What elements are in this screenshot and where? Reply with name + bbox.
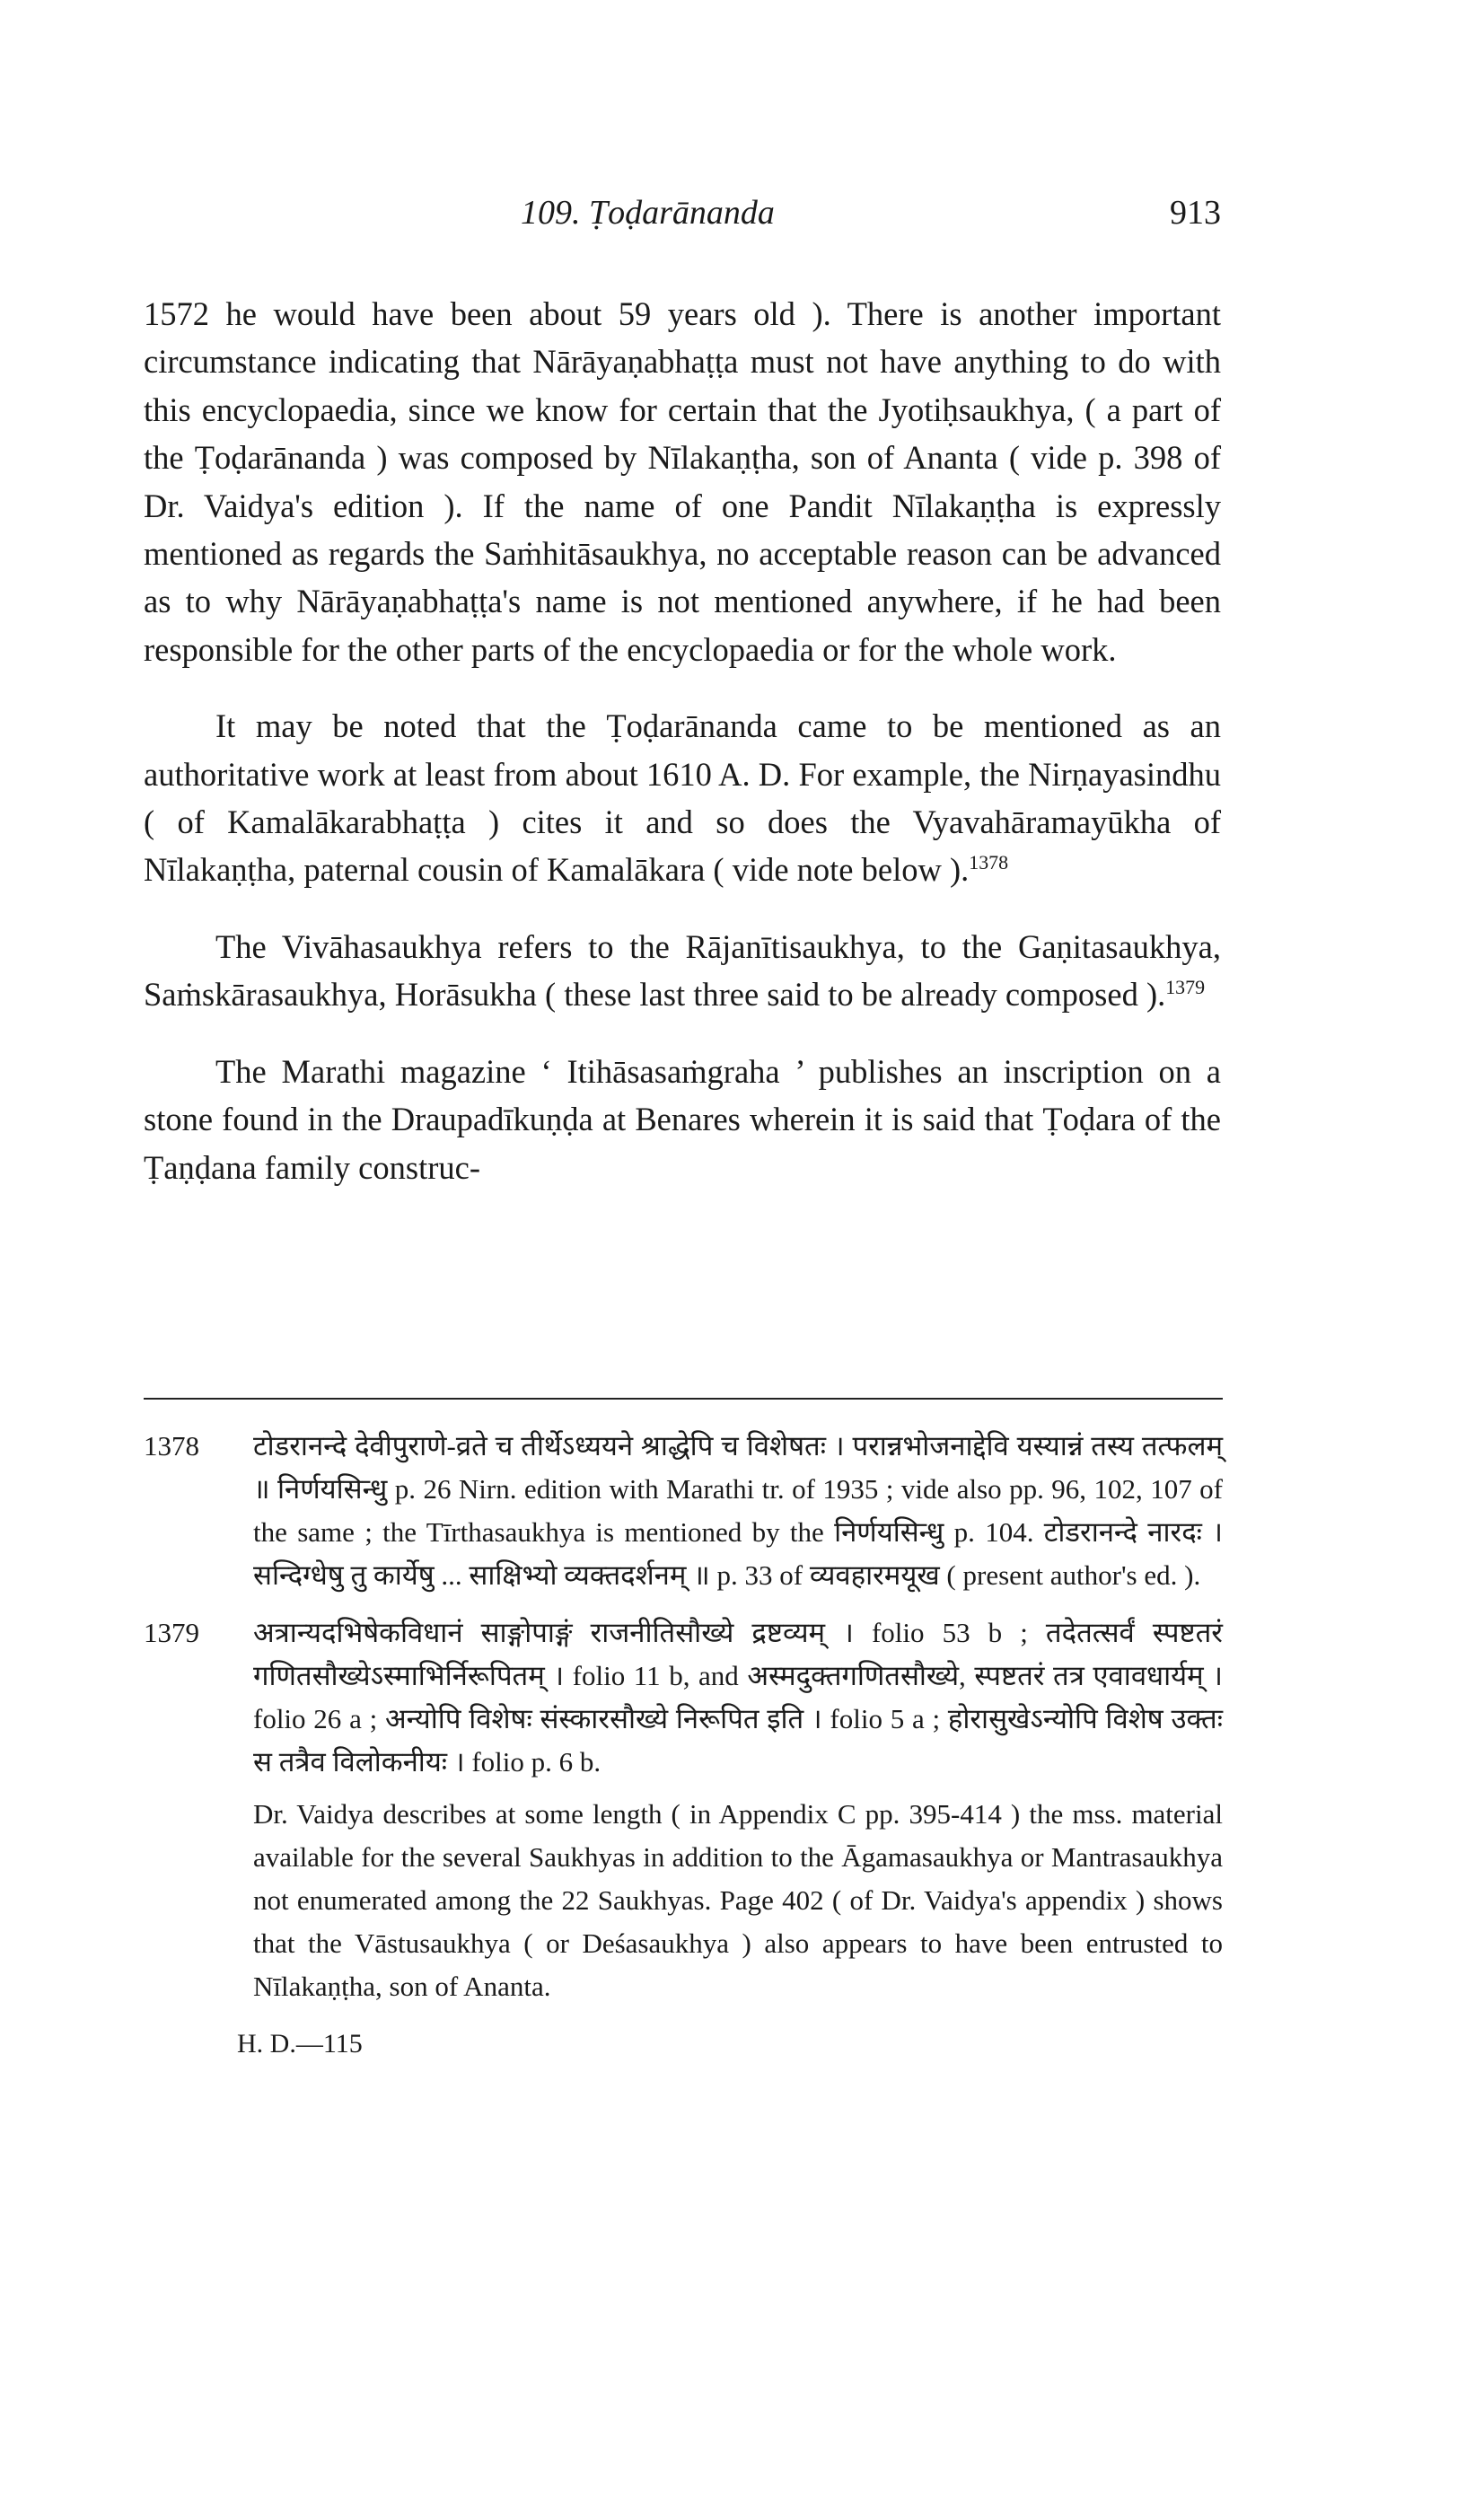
paragraph: [144, 1048, 1221, 1191]
paragraph-text: 1572 he would have been about 59 years old ). There is another important circumstance indicating that Nārāyaṇabhaṭṭa must not have anything to do with this encyclopaedia, since we know for certain that the Jyotiḥsaukhya, ( a part of the Ṭoḍarānanda ) was composed by Nīlakaṇṭha, son of Ananta ( vide p. 398 of Dr. Vaidya's edition ). If the name of one Pandit Nīlakaṇṭha is expressly mentioned as regards the Saṁhitāsaukhya, no acceptable reason can be advanced as to why Nārāyaṇabhaṭṭa's name is not mentioned anywhere, if he had been responsible for the other parts of the encyclopaedia or for the whole work.: [144, 295, 1221, 668]
footnote-paragraph: Dr. Vaidya describes at some length ( in Appendix C pp. 395-414 ) the mss. material available for the several Saukhyas in addition to the Āgamasaukhya or Mantrasaukhya not enumerated among the 22 Saukhyas. Page 402 ( of Dr. Vaidya's appendix ) shows that the Vāstusaukhya ( or Deśasaukhya ) also appears to have been entrusted to Nīlakaṇṭha, son of Ananta.: [253, 1798, 1223, 2002]
footnote-text: [253, 1425, 1223, 1606]
paragraph-text: The Marathi magazine ‘ Itihāsasaṁgraha ’ publishes an inscription on a stone found in the Draupadīkuṇḍa at Benares wherein it is said that Ṭoḍara of the Ṭaṇḍana family construc-: [144, 1052, 1221, 1186]
footnote-paragraph: अत्रान्यदभिषेकविधानं साङ्गोपाङ्गं राजनीतिसौख्ये द्रष्टव्यम् । folio 53 b ; तदेतत्सर्वं स्पष्टतरं गणितसौख्येऽस्माभिर्निरूपितम् । folio 11 b, and अस्मदुक्तगणितसौख्ये, स्पष्टतरं तत्र एवावधार्यम् । folio 26 a ; अन्योपि विशेषः संस्कारसौख्ये निरूपित इति । folio 5 a ; होरासुखेऽन्योपि विशेष उक्तः स तत्रैव विलोकनीयः । folio p. 6 b.: [253, 1617, 1223, 1778]
paragraph: [144, 290, 1221, 673]
body-text: [144, 290, 1221, 1191]
footnote: [144, 1425, 1223, 1606]
page-number: 913: [1170, 194, 1221, 232]
page-header: [144, 193, 1221, 247]
footnote-rule: [144, 1398, 1223, 1400]
paragraph: [144, 923, 1221, 1019]
running-title: 109. Ṭoḍarānanda: [521, 194, 775, 232]
footnote: [144, 1611, 1223, 2017]
footnote-ref: 1379: [1165, 976, 1206, 999]
footnotes: [144, 1425, 1223, 2066]
footnote-number: 1379: [144, 1617, 199, 1648]
document-page: [144, 193, 1223, 2059]
paragraph-text: The Vivāhasaukhya refers to the Rājanītisaukhya, to the Gaṇitasaukhya, Saṁskārasaukhya, Horāsukha ( these last three said to be already composed ).: [144, 927, 1221, 1014]
paragraph: [144, 702, 1221, 894]
paragraph-text: It may be noted that the Ṭoḍarānanda came to be mentioned as an authoritative work at least from about 1610 A. D. For example, the Nirṇayasindhu ( of Kamalākarabhaṭṭa ) cites it and so does the Vyavahāramayūkha of Nīlakaṇṭha, paternal cousin of Kamalākara ( vide note below ).: [144, 707, 1221, 889]
footnote-text: [253, 1611, 1223, 2017]
footnote-ref: 1378: [969, 851, 1009, 874]
footnote-number: 1378: [144, 1430, 199, 1462]
footnote-paragraph: टोडरानन्दे देवीपुराणे-व्रते च तीर्थेऽध्ययने श्राद्धेपि च विशेषतः । परान्नभोजनाद्देवि यस्यान्नं तस्य तत्फलम् ॥ निर्णयसिन्धु p. 26 Nirn. edition with Marathi tr. of 1935 ; vide also pp. 96, 102, 107 of the same ; the Tīrthasaukhya is mentioned by the निर्णयसिन्धु p. 104. टोडरानन्दे नारदः । सन्दिग्धेषु तु कार्येषु ... साक्षिभ्यो व्यक्तदर्शनम् ॥ p. 33 of व्यवहारमयूख ( present author's ed. ).: [253, 1430, 1223, 1591]
signature-mark: H. D.—115: [237, 2029, 363, 2059]
